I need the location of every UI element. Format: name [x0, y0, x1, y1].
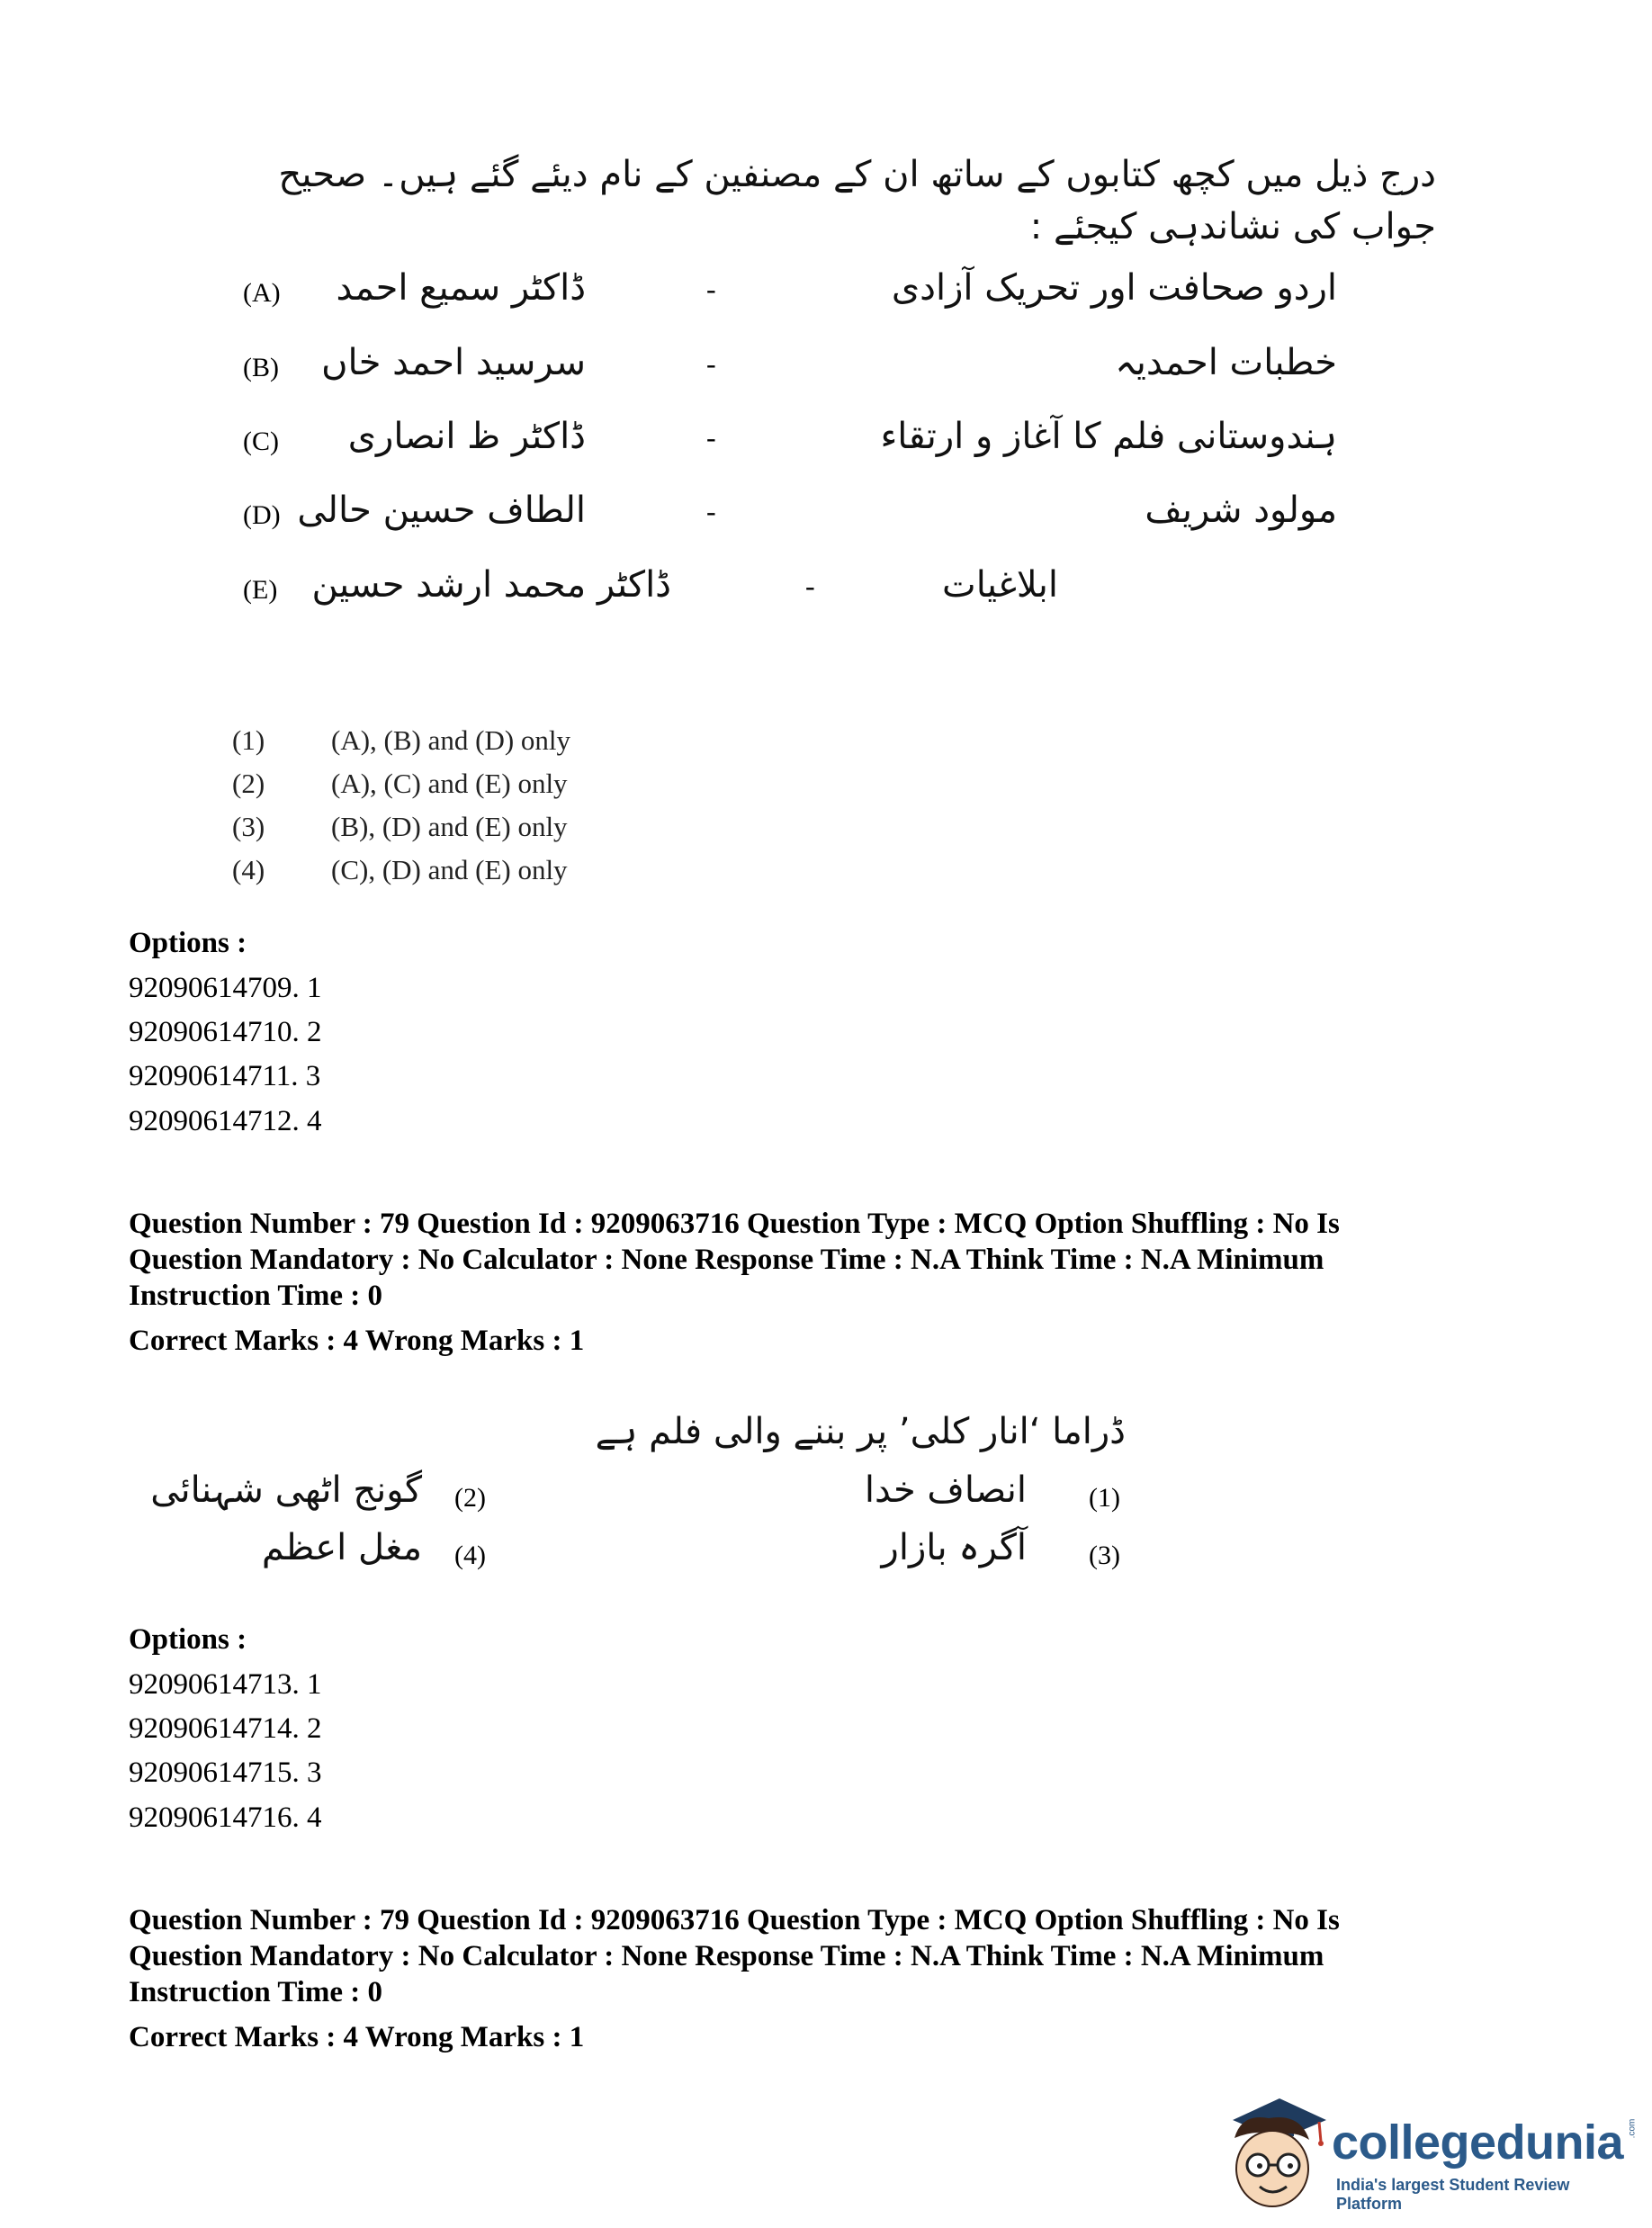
question-78-line-1: درج ذیل میں کچھ کتابوں کے ساتھ ان کے مصنفین کے نام دیئے گئے ہیں۔ صحیح — [278, 154, 1436, 195]
match-author: الطاف حسین حالی — [297, 490, 586, 531]
match-row-b — [0, 340, 1652, 403]
combo-number: (4) — [232, 854, 265, 885]
combo-text: (B), (D) and (E) only — [331, 811, 568, 842]
match-dash: - — [706, 421, 716, 454]
answer-number: (4) — [454, 1541, 486, 1570]
match-row-a — [0, 265, 1652, 328]
options-heading: Options : — [129, 1623, 247, 1656]
match-row-c — [0, 414, 1652, 477]
logo-suffix: .com — [1627, 2118, 1638, 2139]
match-dash: - — [706, 273, 716, 305]
mascot-icon — [1215, 2086, 1332, 2221]
answer-number: (2) — [454, 1483, 486, 1513]
combo-text: (C), (D) and (E) only — [331, 854, 568, 885]
combo-text: (A), (C) and (E) only — [331, 768, 568, 799]
option-id: 92090614713. 1 — [129, 1668, 322, 1701]
match-letter: (C) — [243, 427, 279, 456]
collegedunia-logo — [1215, 2086, 1638, 2221]
answer-number: (3) — [1089, 1541, 1120, 1570]
combo-number: (3) — [232, 811, 265, 842]
match-author: ڈاکٹر ظ انصاری — [347, 416, 586, 457]
marks-line: Correct Marks : 4 Wrong Marks : 1 — [129, 2021, 585, 2053]
answer-text: مغل اعظم — [261, 1527, 422, 1568]
answer-text: گونج اٹھی شہنائی — [150, 1469, 422, 1511]
match-author: سرسید احمد خاں — [321, 342, 586, 383]
marks-line: Correct Marks : 4 Wrong Marks : 1 — [129, 1325, 585, 1357]
match-letter: (A) — [243, 278, 281, 308]
meta-line: Instruction Time : 0 — [129, 1976, 383, 2008]
logo-tagline: India's largest Student Review Platform — [1336, 2176, 1570, 2213]
options-heading: Options : — [129, 927, 247, 959]
question-78-line-2: جواب کی نشاندہی کیجئے : — [1029, 206, 1436, 247]
combo-choice-2 — [232, 768, 568, 811]
question-79-text: ڈراما ‘انار کلی’ پر بننے والی فلم ہے — [595, 1411, 1126, 1452]
meta-line: Question Number : 79 Question Id : 9209063716 Question Type : MCQ Option Shuffling : No Is — [129, 1208, 1340, 1240]
meta-line: Instruction Time : 0 — [129, 1280, 383, 1312]
question-78-text — [149, 148, 1436, 253]
option-id: 92090614710. 2 — [129, 1016, 322, 1048]
match-book: مولود شریف — [1145, 490, 1337, 531]
match-book: خطبات احمدیہ — [1115, 342, 1337, 383]
combo-number: (2) — [232, 768, 265, 799]
option-id: 92090614712. 4 — [129, 1105, 322, 1137]
match-letter: (D) — [243, 500, 281, 530]
meta-line: Question Mandatory : No Calculator : None Response Time : N.A Think Time : N.A Minimum — [129, 1940, 1324, 1972]
option-id: 92090614709. 1 — [129, 972, 322, 1004]
combo-choice-1 — [232, 724, 570, 768]
answer-text: انصاف خدا — [864, 1469, 1027, 1511]
meta-line: Question Number : 79 Question Id : 9209063716 Question Type : MCQ Option Shuffling : No Is — [129, 1904, 1340, 1936]
option-id: 92090614716. 4 — [129, 1801, 322, 1834]
combo-choice-4 — [232, 854, 568, 897]
match-row-e — [0, 562, 1652, 625]
match-letter: (E) — [243, 575, 278, 605]
option-id: 92090614711. 3 — [129, 1060, 321, 1092]
combo-text: (A), (B) and (D) only — [331, 724, 571, 756]
match-author: ڈاکٹر محمد ارشد حسین — [311, 564, 671, 606]
question-meta — [129, 1206, 1478, 1314]
match-book: ابلاغیات — [942, 564, 1058, 606]
option-id: 92090614715. 3 — [129, 1756, 322, 1789]
match-dash: - — [706, 347, 716, 380]
match-letter: (B) — [243, 353, 279, 382]
match-dash: - — [805, 570, 815, 602]
match-book: ہندوستانی فلم کا آغاز و ارتقاء — [880, 416, 1337, 457]
meta-line: Question Mandatory : No Calculator : None Response Time : N.A Think Time : N.A Minimum — [129, 1244, 1324, 1276]
answer-text: آگرہ بازار — [881, 1527, 1027, 1568]
match-book: اردو صحافت اور تحریک آزادی — [891, 267, 1337, 309]
match-dash: - — [706, 495, 716, 527]
answer-number: (1) — [1089, 1483, 1120, 1513]
combo-choice-3 — [232, 811, 568, 854]
logo-wordmark: collegedunia — [1332, 2116, 1624, 2170]
question-meta — [129, 1902, 1478, 2010]
match-author: ڈاکٹر سمیع احمد — [336, 267, 586, 309]
combo-number: (1) — [232, 724, 265, 756]
option-id: 92090614714. 2 — [129, 1712, 322, 1745]
match-row-d — [0, 488, 1652, 551]
